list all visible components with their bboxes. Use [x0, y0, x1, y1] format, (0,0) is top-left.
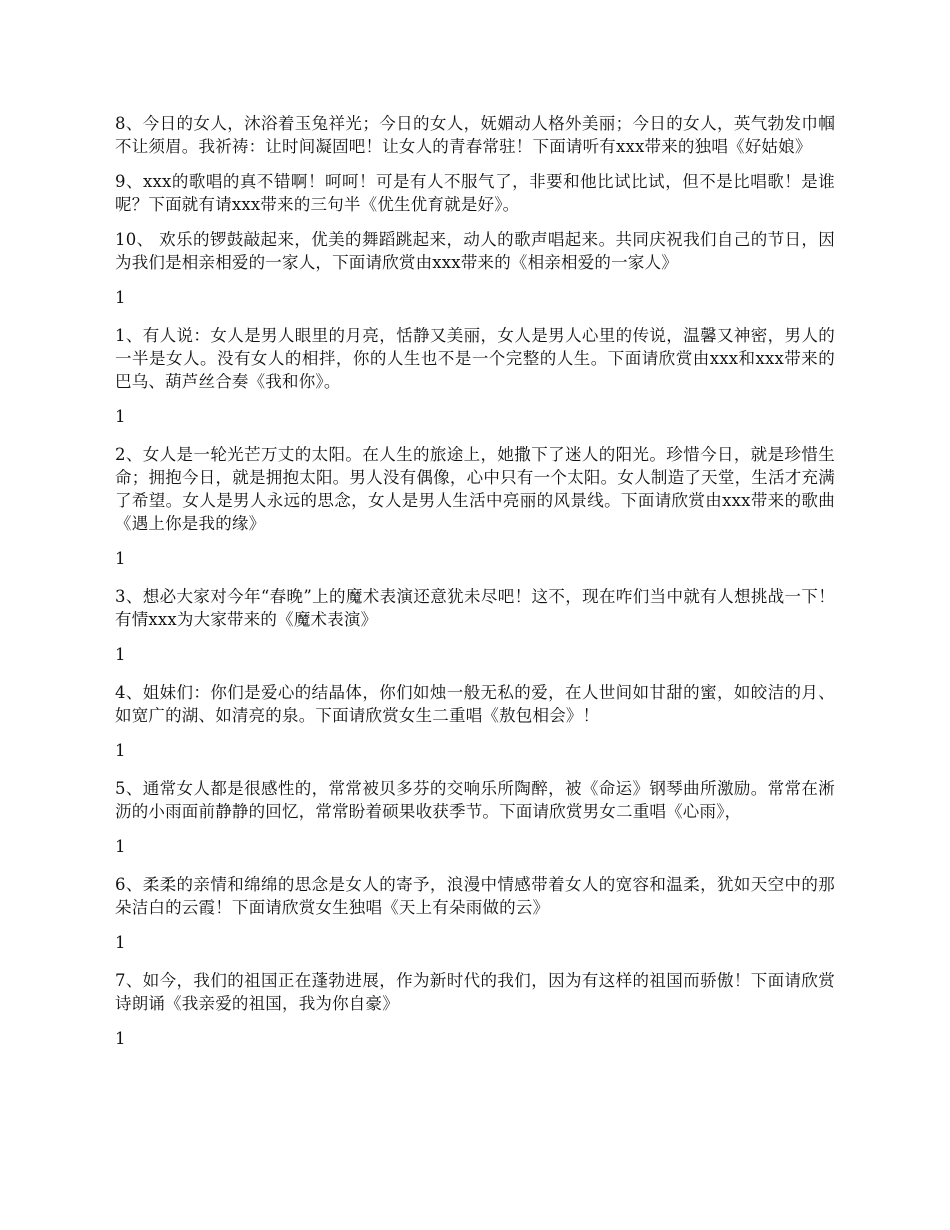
paragraph-4: 4、姐妹们：你们是爱心的结晶体，你们如烛一般无私的爱，在人世间如甘甜的蜜，如皎洁的月、如宽广的湖、如清亮的泉。下面请欣赏女生二重唱《敖包相会》！ [115, 683, 835, 725]
document-body [115, 112, 835, 1065]
paragraph-8: 8、今日的女人，沐浴着玉兔祥光；今日的女人，妩媚动人格外美丽；今日的女人，英气勃发巾帼不让须眉。我祈祷：让时间凝固吧！让女人的青春常驻！下面请听有xxx带来的独唱《好姑娘》 [115, 114, 835, 156]
paragraph-2: 2、女人是一轮光芒万丈的太阳。在人生的旅途上，她撒下了迷人的阳光。珍惜今日，就是珍惜生命；拥抱今日，就是拥抱太阳。男人没有偶像，心中只有一个太阳。女人制造了天堂，生活才充满了希望。女人是男人永远的思念，女人是男人生活中亮丽的风景线。下面请欣赏由xxx带来的歌曲《遇上你是我的缘》 [115, 445, 835, 533]
paragraph-6: 6、柔柔的亲情和绵绵的思念是女人的寄予，浪漫中情感带着女人的宽容和温柔，犹如天空中的那朵洁白的云霞！下面请欣赏女生独唱《天上有朵雨做的云》 [115, 875, 835, 917]
separator-number: 1 [115, 407, 126, 426]
paragraph-7: 7、如今，我们的祖国正在蓬勃进展，作为新时代的我们，因为有这样的祖国而骄傲！下面请欣赏诗朗诵《我亲爱的祖国，我为你自豪》 [115, 971, 835, 1013]
separator-number: 1 [115, 645, 126, 664]
separator-number: 1 [115, 933, 126, 952]
separator-number: 1 [115, 549, 126, 568]
paragraph-1: 1、有人说：女人是男人眼里的月亮，恬静又美丽，女人是男人心里的传说，温馨又神密，男人的一半是女人。没有女人的相拌，你的人生也不是一个完整的人生。下面请欣赏由xxx和xxx带来的巴乌、葫芦丝合奏《我和你》。 [115, 326, 835, 391]
separator-number: 1 [115, 837, 126, 856]
separator-number: 1 [115, 741, 126, 760]
separator-number: 1 [115, 288, 126, 307]
paragraph-9: 9、xxx的歌唱的真不错啊！呵呵！可是有人不服气了，非要和他比试比试，但不是比唱歌！是谁呢？下面就有请xxx带来的三句半《优生优育就是好》。 [115, 172, 835, 214]
paragraph-3: 3、想必大家对今年“春晚”上的魔术表演还意犹未尽吧！这不，现在咋们当中就有人想挑战一下！有情xxx为大家带来的《魔术表演》 [115, 587, 835, 629]
paragraph-5: 5、通常女人都是很感性的，常常被贝多芬的交响乐所陶醉，被《命运》钢琴曲所激励。常常在淅沥的小雨面前静静的回忆，常常盼着硕果收获季节。下面请欣赏男女二重唱《心雨》， [115, 779, 835, 821]
paragraph-10: 10、 欢乐的锣鼓敲起来，优美的舞蹈跳起来，动人的歌声唱起来。共同庆祝我们自己的节日，因为我们是相亲相爱的一家人，下面请欣赏由xxx带来的《相亲相爱的一家人》 [115, 230, 835, 272]
separator-number: 1 [115, 1029, 126, 1048]
